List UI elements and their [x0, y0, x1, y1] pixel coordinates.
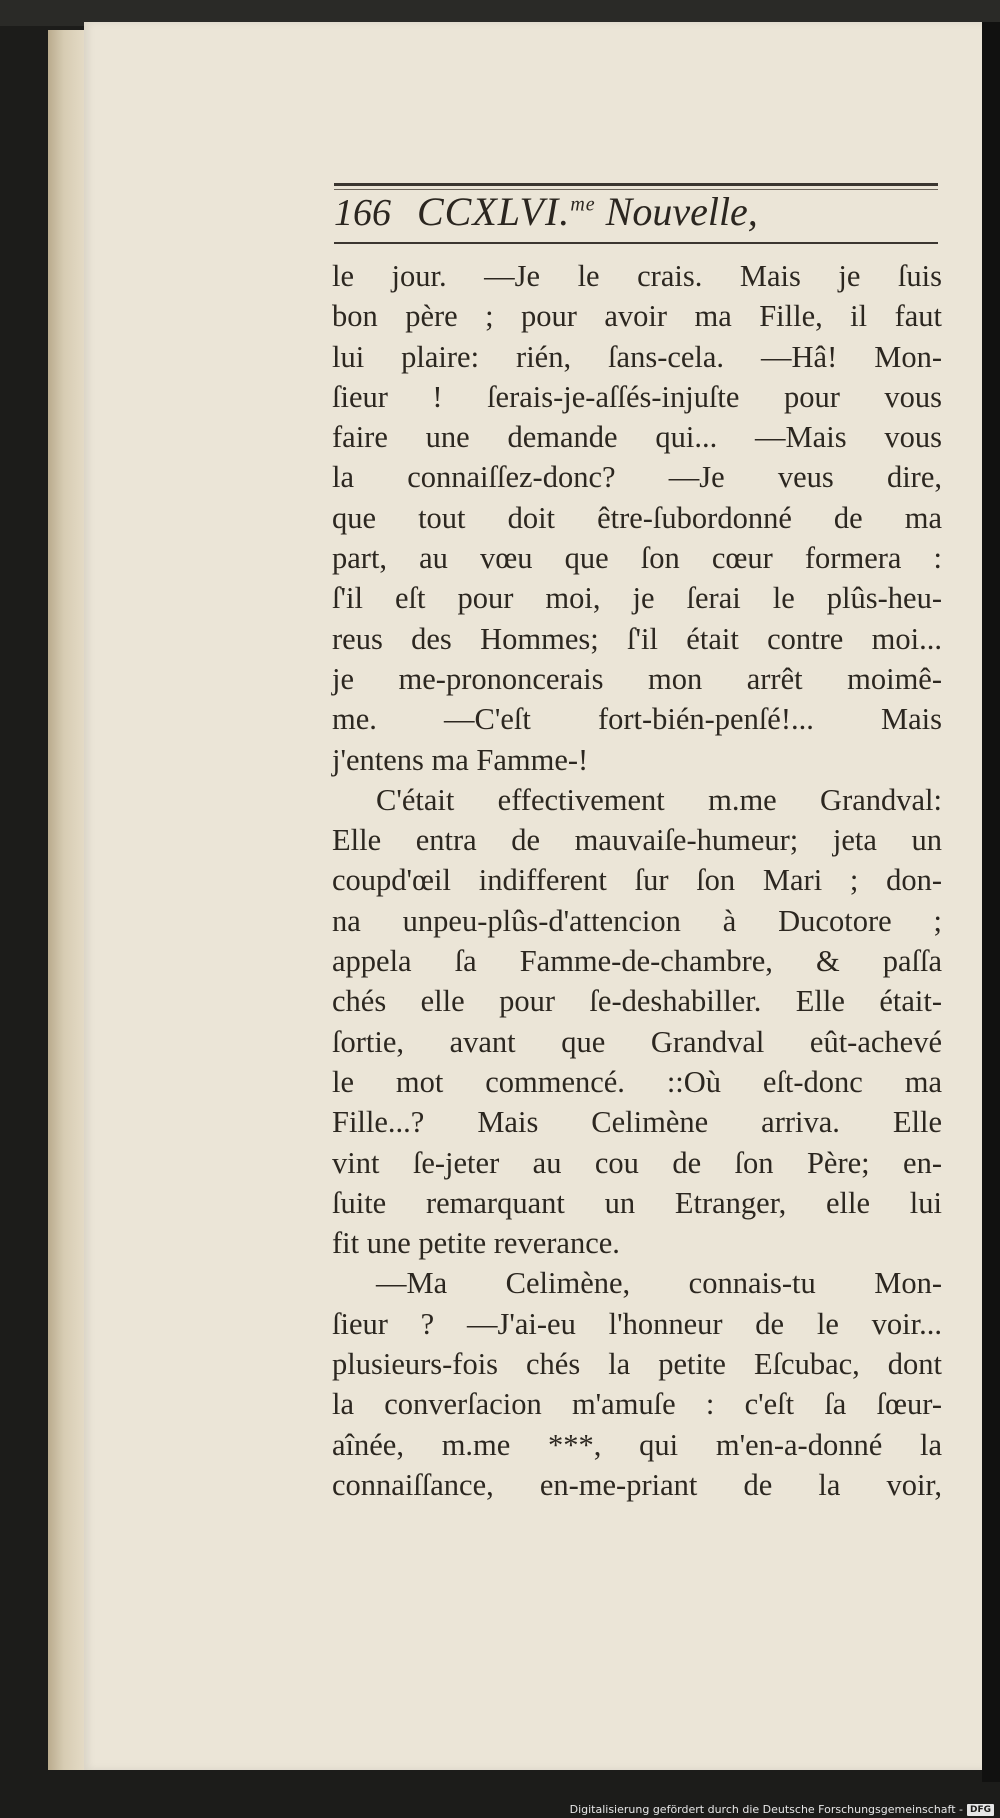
running-head — [334, 188, 938, 238]
page-number: 166 — [334, 192, 391, 234]
text-line: aînée, m.me ***, qui m'en-a-donné la — [332, 1427, 942, 1462]
text-line: ſ'il eſt pour moi, je ſerai le plûs-heu- — [332, 581, 942, 616]
text-line: coupd'œil indifferent ſur ſon Mari ; don- — [332, 863, 942, 898]
chapter-suffix: me — [570, 193, 596, 216]
text-line: ſortie, avant que Grandval eût-achevé — [332, 1024, 942, 1059]
text-line: ſieur ? —J'ai-eu l'honneur de le voir... — [332, 1306, 942, 1341]
dfg-logo-icon: DFG — [967, 1804, 994, 1816]
text-line: faire une demande qui... —Mais vous — [332, 420, 942, 455]
text-line: la connaiſſez-donc? —Je veus dire, — [332, 460, 942, 495]
text-line: plusieurs-fois chés la petite Eſcubac, dont — [332, 1347, 942, 1382]
header-rule-thick — [334, 183, 938, 186]
text-line: fit une petite reverance. — [332, 1226, 620, 1261]
text-line: la converſacion m'amuſe : c'eſt ſa ſœur- — [332, 1387, 942, 1422]
text-line: —Ma Celimène, connais-tu Mon- — [376, 1266, 942, 1301]
text-line: lui plaire: rién, ſans-cela. —Hâ! Mon- — [332, 339, 942, 374]
text-line: reus des Hommes; ſ'il était contre moi... — [332, 621, 942, 656]
text-line: bon père ; pour avoir ma Fille, il faut — [332, 299, 942, 334]
chapter-number — [417, 188, 596, 235]
text-line: chés elle pour ſe-deshabiller. Elle était- — [332, 984, 942, 1019]
text-line: appela ſa Famme-de-chambre, & paſſa — [332, 944, 942, 979]
text-line: C'était effectivement m.me Grandval: — [376, 782, 942, 817]
text-line: vint ſe-jeter au cou de ſon Père; en- — [332, 1145, 942, 1180]
text-line: le mot commencé. ::Où eſt-donc ma — [332, 1064, 942, 1099]
body-text — [332, 256, 942, 1505]
text-line: me. —C'eſt fort-bién-penſé!... Mais — [332, 702, 942, 737]
text-line: que tout doit être-ſubordonné de ma — [332, 500, 942, 535]
running-title: Nouvelle, — [605, 189, 758, 234]
page-edge-left — [48, 30, 88, 1770]
text-line: ſieur ! ſerais-je-aſſés-injuſte pour vous — [332, 379, 942, 414]
text-line: Elle entra de mauvaiſe-humeur; jeta un — [332, 823, 942, 858]
text-line: le jour. —Je le crais. Mais je ſuis — [332, 259, 942, 293]
scan-background-right — [982, 22, 1000, 1782]
text-line: j'entens ma Famme-! — [332, 742, 589, 777]
digitization-credit — [570, 1803, 994, 1816]
text-line: part, au vœu que ſon cœur formera : — [332, 541, 942, 576]
text-line: na unpeu-plûs-d'attencion à Ducotore ; — [332, 903, 942, 938]
text-line: Fille...? Mais Celimène arriva. Elle — [332, 1105, 942, 1140]
text-line: je me-prononcerais mon arrêt moimê- — [332, 661, 942, 696]
header-underline — [334, 242, 938, 244]
text-line: ſuite remarquant un Etranger, elle lui — [332, 1185, 942, 1220]
credit-text: Digitalisierung gefördert durch die Deutsche Forschungsgemeinschaft - — [569, 1803, 963, 1816]
chapter-numeral: CCXLVI. — [417, 189, 571, 234]
text-line: connaiſſance, en-me-priant de la voir, — [332, 1467, 942, 1502]
